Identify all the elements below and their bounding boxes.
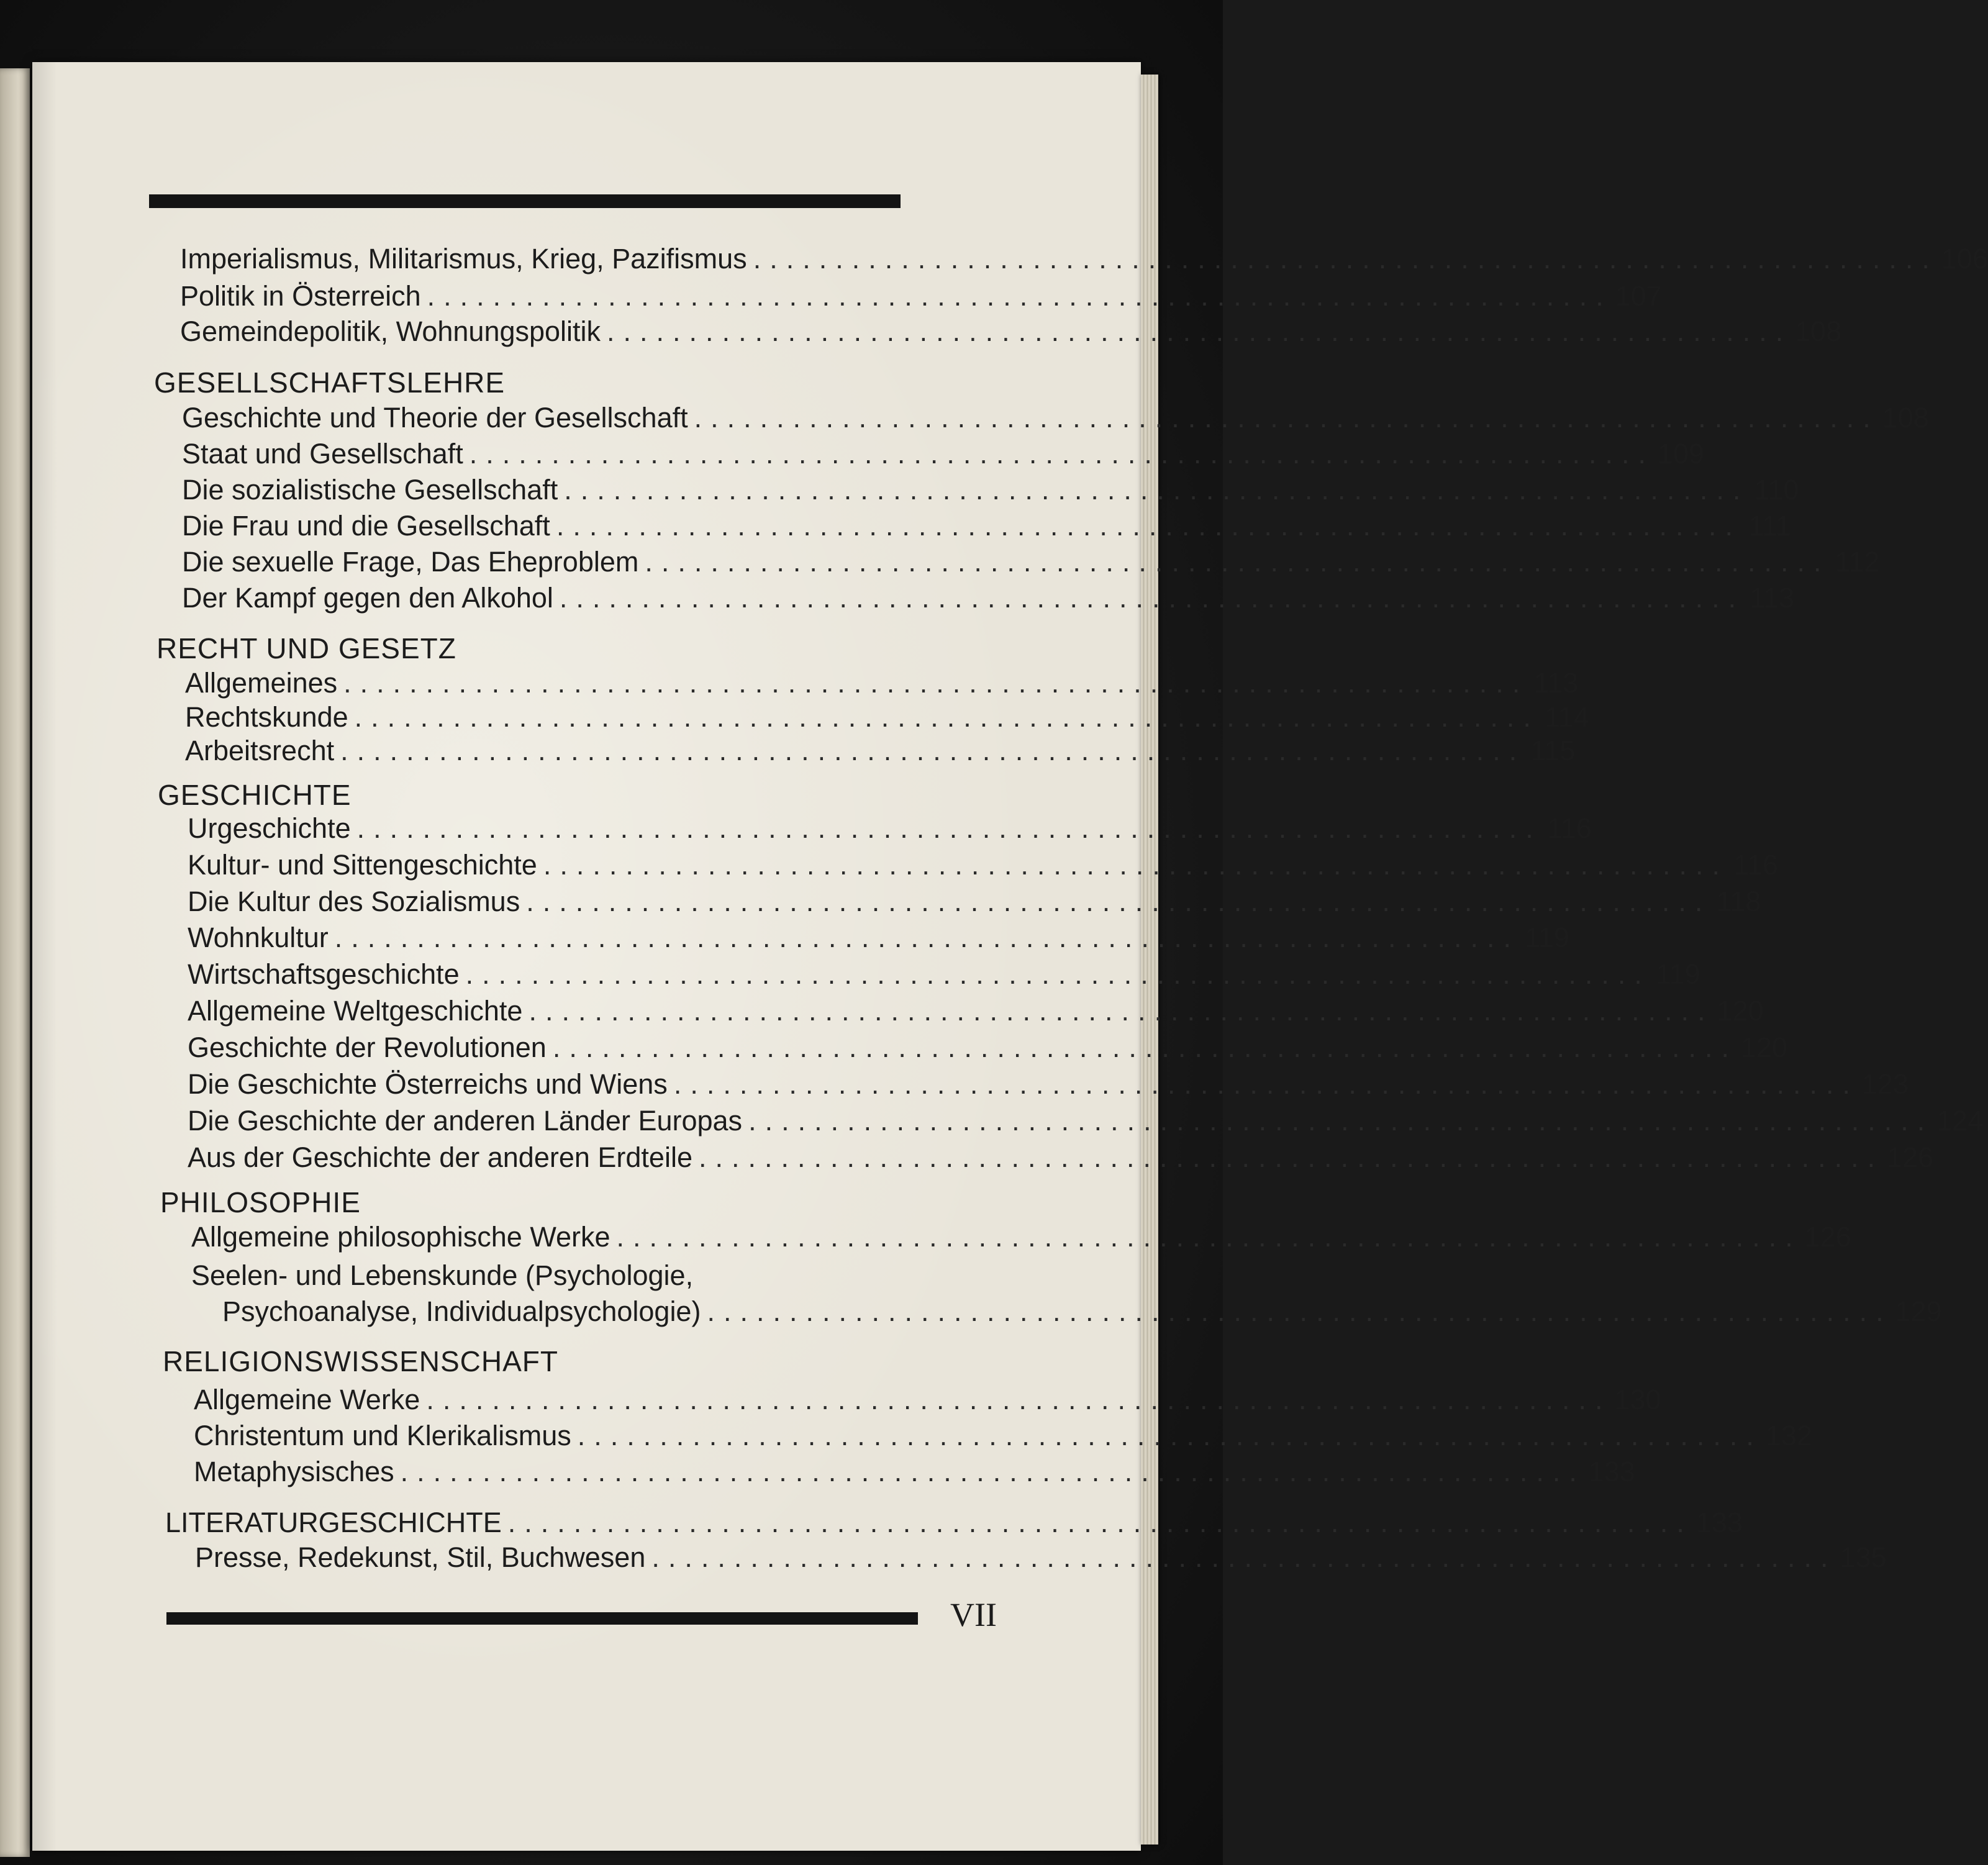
leader-dots: ........................................................................ [748, 1105, 1934, 1137]
leader-dots: ........................................................................ [556, 510, 1741, 542]
toc-entry-title: Imperialismus, Militarismus, Krieg, Pazifismus [180, 243, 747, 275]
leader-dots: ........................................................................ [354, 701, 1540, 733]
toc-entry [188, 811, 1592, 846]
section-heading: RECHT UND GESETZ [157, 632, 456, 665]
toc-entry-page: 119 [1656, 958, 1700, 990]
leader-dots: ........................................................................ [559, 582, 1745, 614]
toc-entry [188, 957, 1700, 992]
toc-entry-title: Allgemeines [185, 667, 338, 699]
toc-entry-title: Allgemeine Weltgeschichte [188, 995, 523, 1027]
leader-dots: ........................................................................ [526, 886, 1712, 917]
toc-entry-title: Arbeitsrecht [185, 735, 335, 766]
toc-entry-title: Presse, Redekunst, Stil, Buchwesen [195, 1541, 646, 1573]
section-heading: GESELLSCHAFTSLEHRE [154, 366, 506, 399]
toc-entry [194, 1382, 1661, 1417]
toc-entry-page: 115 [1530, 735, 1576, 766]
toc-entry-page: 110 [1754, 474, 1799, 506]
toc-entry-page: 126 [1804, 1221, 1851, 1253]
leader-dots: ........................................................................ [400, 1456, 1586, 1487]
toc-entry-page: 116 [1733, 849, 1779, 881]
toc-entry-title: Kultur- und Sittengeschichte [188, 849, 537, 881]
leader-dots: ........................................................................ [707, 1296, 1892, 1327]
leader-dots: ........................................................................ [340, 735, 1526, 766]
leader-dots: ........................................................................ [543, 849, 1729, 881]
toc-entry-title: Politik in Österreich [180, 280, 421, 312]
toc-entry-title: Die sexuelle Frage, Das Eheproblem [182, 546, 639, 578]
leader-dots: ........................................................................ [645, 546, 1830, 578]
toc-entry-page: 130 [1614, 1384, 1661, 1415]
toc-entry-page: 108 [1882, 402, 1929, 433]
toc-entry-title: Geschichte der Revolutionen [188, 1032, 547, 1063]
leader-dots: ........................................................................ [651, 1541, 1837, 1573]
toc-entry-title: Wohnkultur [188, 922, 329, 953]
toc-entry-title: Die Geschichte Österreichs und Wiens [188, 1068, 668, 1100]
toc-entry-page: 133 [1588, 1456, 1635, 1487]
leader-dots: ........................................................................ [564, 474, 1750, 506]
leader-dots: ........................................................................ [469, 438, 1654, 470]
toc-entry-title: Rechtskunde [185, 701, 348, 733]
toc-entry-page: 132 [1765, 1420, 1812, 1451]
toc-entry-page: 129 [1895, 1296, 1942, 1327]
toc-entry-title: Urgeschichte [188, 812, 351, 844]
toc-entry [182, 401, 1929, 435]
toc-entry-page: 133 [1695, 1507, 1743, 1538]
leader-dots: ........................................................................ [507, 1507, 1693, 1538]
toc-entry [182, 437, 1704, 471]
toc-entry [191, 1220, 1851, 1255]
toc-entry [188, 1067, 1909, 1102]
leader-dots: ........................................................................ [343, 667, 1529, 699]
leader-dots: ........................................................................ [552, 1032, 1738, 1063]
toc-entry-page: 114 [1545, 701, 1589, 733]
toc-entry-title: Allgemeine philosophische Werke [191, 1221, 610, 1253]
toc-entry-title: Aus der Geschichte der anderen Erdteile [188, 1141, 692, 1173]
toc-entry-page: 120 [1717, 995, 1764, 1027]
toc-entry-page: 113 [1533, 667, 1579, 699]
toc-entry-title: Geschichte und Theorie der Gesellschaft [182, 402, 688, 433]
toc-entry-title: Die sozialistische Gesellschaft [182, 474, 558, 506]
toc-entry-page: 108 [1795, 315, 1842, 347]
toc-entry-page: 126 [1887, 1141, 1934, 1173]
leader-dots: ........................................................................ [616, 1221, 1802, 1253]
leader-dots: ........................................................................ [426, 1384, 1612, 1415]
toc-entry [185, 666, 1579, 701]
section-heading: RELIGIONSWISSENSCHAFT [163, 1345, 558, 1377]
toc-entry-page: 106 [1941, 243, 1988, 275]
toc-entry-title: Staat und Gesellschaft [182, 438, 463, 470]
toc-entry-page: 135 [1840, 1541, 1887, 1573]
toc-entry [188, 884, 1761, 919]
toc-entry-page: 111 [1748, 510, 1791, 542]
leader-dots: ........................................................................ [753, 243, 1938, 275]
section-heading: LITERATURGESCHICHTE [165, 1507, 502, 1538]
toc-entry [188, 848, 1779, 883]
toc-entry [182, 473, 1799, 507]
toc-entry [180, 279, 1662, 314]
toc-entry [188, 920, 1569, 955]
section-heading: GESCHICHTE [158, 779, 352, 811]
toc-entry-title: Die Frau und die Gesellschaft [182, 510, 550, 542]
section-heading: PHILOSOPHIE [160, 1186, 361, 1218]
toc-entry-title: Der Kampf gegen den Alkohol [182, 582, 553, 614]
leader-dots: ........................................................................ [356, 812, 1542, 844]
page-number-folio: VII [950, 1596, 997, 1633]
toc-entry-title: Gemeindepolitik, Wohnungspolitik [180, 315, 601, 347]
leader-dots: ........................................................................ [529, 995, 1714, 1027]
toc-entry-title: Christentum und Klerikalismus [194, 1420, 571, 1451]
toc-entry-multiline-first: Seelen- und Lebenskunde (Psychologie, [191, 1259, 694, 1291]
leader-dots: ........................................................................ [698, 1141, 1884, 1173]
toc-entry-page: 107 [1615, 280, 1662, 312]
leader-dots: ........................................................................ [673, 1068, 1859, 1100]
toc-entry-page: 124 [1936, 1105, 1984, 1137]
leader-dots: ........................................................................ [334, 922, 1520, 953]
toc-entry-title: Allgemeine Werke [194, 1384, 420, 1415]
toc-entry-page: 109 [1657, 438, 1704, 470]
toc-entry [182, 581, 1795, 615]
toc-entry [180, 314, 1842, 349]
toc-entry [182, 509, 1791, 543]
toc-entry [182, 545, 1880, 579]
toc-entry [188, 994, 1764, 1028]
toc-entry [185, 700, 1589, 735]
leader-dots: ........................................................................ [427, 280, 1612, 312]
toc-entry-page: 119 [1525, 922, 1569, 953]
toc-entry-page: 123 [1861, 1068, 1909, 1100]
toc-entry-page: 116 [1547, 812, 1592, 844]
toc-entry-title: Metaphysisches [194, 1456, 394, 1487]
toc-entry-page: 120 [1740, 1032, 1788, 1063]
leader-dots: ........................................................................ [694, 402, 1879, 433]
toc-entry-title: Die Geschichte der anderen Länder Europas [188, 1105, 743, 1137]
toc-entry [180, 242, 1988, 276]
toc-entry-title: Wirtschaftsgeschichte [188, 958, 460, 990]
toc-entry [188, 1030, 1788, 1065]
leader-dots: ........................................................................ [465, 958, 1651, 990]
toc-entry [185, 733, 1576, 768]
toc-entry [188, 1140, 1934, 1175]
toc-entry-title: Psychoanalyse, Individualpsychologie) [222, 1296, 701, 1327]
toc-entry-page: 118 [1716, 886, 1761, 917]
toc-entry-page: 112 [1835, 546, 1880, 578]
toc-entry [194, 1418, 1812, 1453]
leader-dots: ........................................................................ [607, 315, 1792, 347]
toc-entry [194, 1454, 1635, 1489]
toc-entry [222, 1294, 1942, 1329]
toc-entry-page: 113 [1750, 582, 1795, 614]
leader-dots: ........................................................................ [577, 1420, 1763, 1451]
toc-entry [195, 1540, 1887, 1575]
toc-section-entry [165, 1505, 1743, 1540]
toc-entry [188, 1104, 1984, 1138]
toc-entry-title: Die Kultur des Sozialismus [188, 886, 520, 917]
